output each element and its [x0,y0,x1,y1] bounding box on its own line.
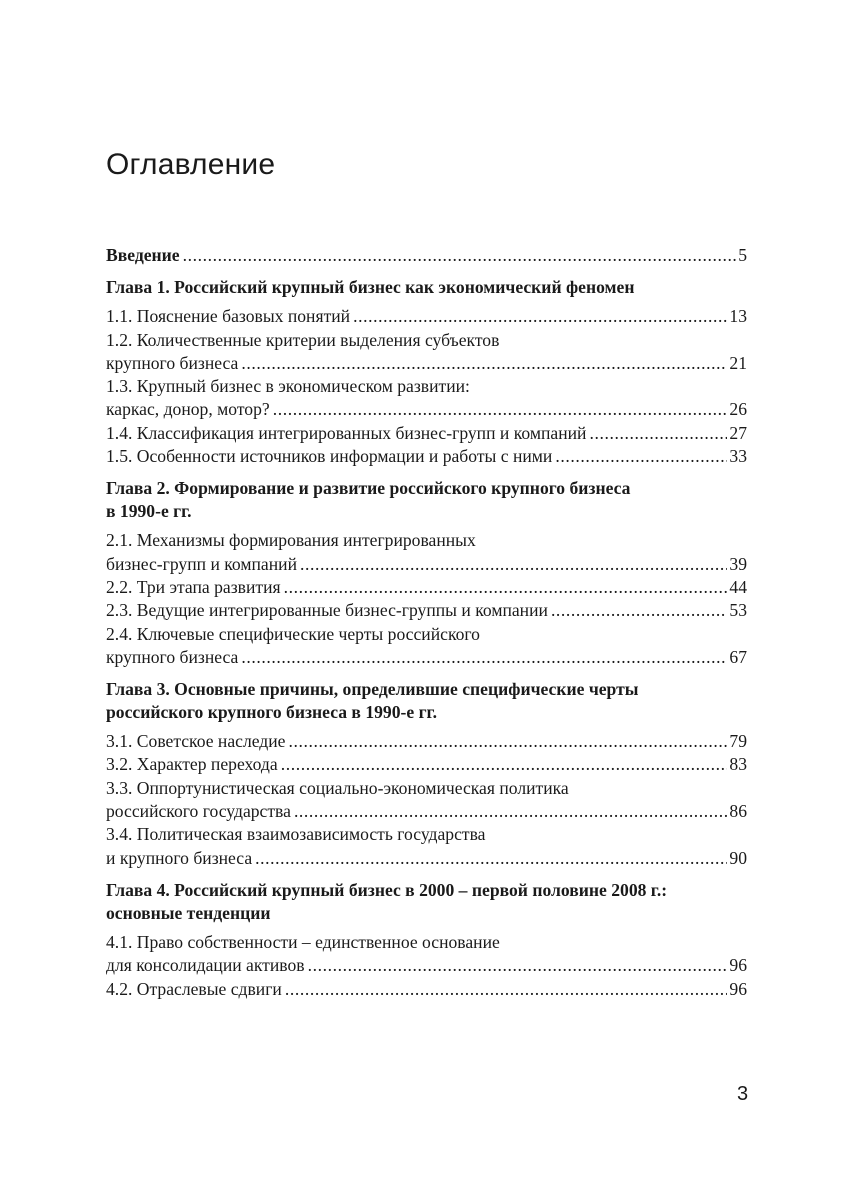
page-number: 3 [737,1083,749,1105]
toc-entry-line: 2.1. Механизмы формирования интегрированных [106,530,476,551]
toc-entry-page: 39 [729,553,747,574]
toc-entry-label: 2.2. Три этапа развития [106,576,281,597]
dot-leader [285,978,728,1001]
toc-entry-page: 83 [729,754,747,775]
toc-entry[interactable] [106,623,747,670]
toc-entry[interactable] [106,576,747,599]
dot-leader [241,352,727,375]
toc-entry-row [106,954,747,977]
toc-entry-line: 3.3. Оппортунистическая социально-экономическая политика [106,777,569,798]
dot-leader [308,954,728,977]
toc-entry-row [106,305,747,328]
toc-entry-row [106,445,747,468]
dot-leader [281,753,728,776]
toc-entry-label: 3.2. Характер перехода [106,754,278,775]
toc-intro-label: Введение [106,245,180,265]
dot-leader [589,422,727,445]
dot-leader [273,398,728,421]
toc-entry-page: 21 [729,352,747,373]
toc-entry[interactable] [106,823,747,870]
toc-entry-label: и крупного бизнеса [106,847,253,868]
dot-leader [551,599,727,622]
toc-intro-entry[interactable] [106,244,747,267]
chapter-title-line: Глава 2. Формирование и развитие российского крупного бизнеса [106,478,631,499]
toc-entry-page: 86 [729,801,747,822]
chapter-title-line: российского крупного бизнеса в 1990-е гг. [106,702,437,723]
toc-chapter [106,879,747,1001]
dot-leader [183,244,737,267]
toc-entry-page: 26 [729,399,747,420]
toc-entry-label: крупного бизнеса [106,646,239,667]
toc-entry-label: 1.4. Классификация интегрированных бизнес-групп и компаний [106,422,587,443]
toc-entry-page: 27 [729,422,747,443]
toc-entry-row [106,576,747,599]
toc-entry-row [106,730,747,753]
dot-leader [353,305,727,328]
toc-entry-line: 1.3. Крупный бизнес в экономическом развитии: [106,376,470,397]
toc-entry-row [106,553,747,576]
toc-chapter [106,477,747,669]
dot-leader [294,800,727,823]
toc-entry-label: бизнес-групп и компаний [106,553,297,574]
dot-leader [555,445,727,468]
table-of-contents [106,244,747,1001]
toc-entry[interactable] [106,329,747,376]
toc-entry[interactable] [106,730,747,753]
toc-entry-line: 3.4. Политическая взаимозависимость государства [106,824,486,845]
toc-entry[interactable] [106,753,747,776]
chapter-title[interactable] [106,678,747,724]
toc-entry[interactable] [106,445,747,468]
toc-entry[interactable] [106,305,747,328]
toc-entry-page: 96 [729,978,747,999]
dot-leader [289,730,728,753]
toc-entry-label: каркас, донор, мотор? [106,399,270,420]
toc-entry-page: 96 [729,955,747,976]
chapter-title-line: Глава 3. Основные причины, определившие специфические черты [106,679,639,700]
toc-entry-label: 1.5. Особенности источников информации и работы с ними [106,446,553,467]
toc-entry-label: 3.1. Советское наследие [106,731,286,752]
dot-leader [300,553,727,576]
toc-entry[interactable] [106,599,747,622]
chapter-title-line: Глава 1. Российский крупный бизнес как экономический феномен [106,277,635,298]
toc-entry-row [106,599,747,622]
toc-entry[interactable] [106,777,747,824]
toc-entry-row [106,978,747,1001]
dot-leader [284,576,728,599]
toc-entry-label: для консолидации активов [106,955,305,976]
dot-leader [241,646,727,669]
toc-entry-page: 44 [729,576,747,597]
toc-entry-row [106,847,747,870]
chapter-title[interactable] [106,276,747,299]
toc-entry[interactable] [106,422,747,445]
toc-entry-page: 53 [729,600,747,621]
toc-entry-label: крупного бизнеса [106,352,239,373]
chapter-title[interactable] [106,879,747,925]
toc-chapter [106,678,747,870]
toc-entry-label: 2.3. Ведущие интегрированные бизнес-группы и компании [106,600,548,621]
toc-entry-page: 90 [729,847,747,868]
toc-entry-row [106,753,747,776]
toc-entry-row [106,800,747,823]
page-title: Оглавление [106,148,276,181]
chapter-title-line: в 1990-е гг. [106,501,192,522]
toc-entry-line: 4.1. Право собственности – единственное основание [106,931,500,952]
toc-entry[interactable] [106,375,747,422]
toc-entry-line: 1.2. Количественные критерии выделения субъектов [106,329,500,350]
toc-entry-label: 4.2. Отраслевые сдвиги [106,978,282,999]
toc-chapter [106,276,747,468]
toc-entry[interactable] [106,978,747,1001]
toc-entry-line: 2.4. Ключевые специфические черты российского [106,623,480,644]
toc-entry-page: 13 [729,306,747,327]
dot-leader [255,847,727,870]
toc-entry-page: 33 [729,446,747,467]
toc-entry-label: российского государства [106,801,291,822]
toc-entry[interactable] [106,931,747,978]
chapter-title-line: основные тенденции [106,902,271,923]
chapter-title[interactable] [106,477,747,523]
toc-intro-page: 5 [738,245,747,265]
toc-entry-row [106,352,747,375]
toc-entry-row [106,422,747,445]
toc-entry-page: 79 [729,731,747,752]
chapter-title-line: Глава 4. Российский крупный бизнес в 2000 – первой половине 2008 г.: [106,879,668,900]
toc-entry[interactable] [106,529,747,576]
toc-entry-page: 67 [729,646,747,667]
toc-entry-label: 1.1. Пояснение базовых понятий [106,306,351,327]
toc-entry-row [106,398,747,421]
toc-entry-row [106,646,747,669]
